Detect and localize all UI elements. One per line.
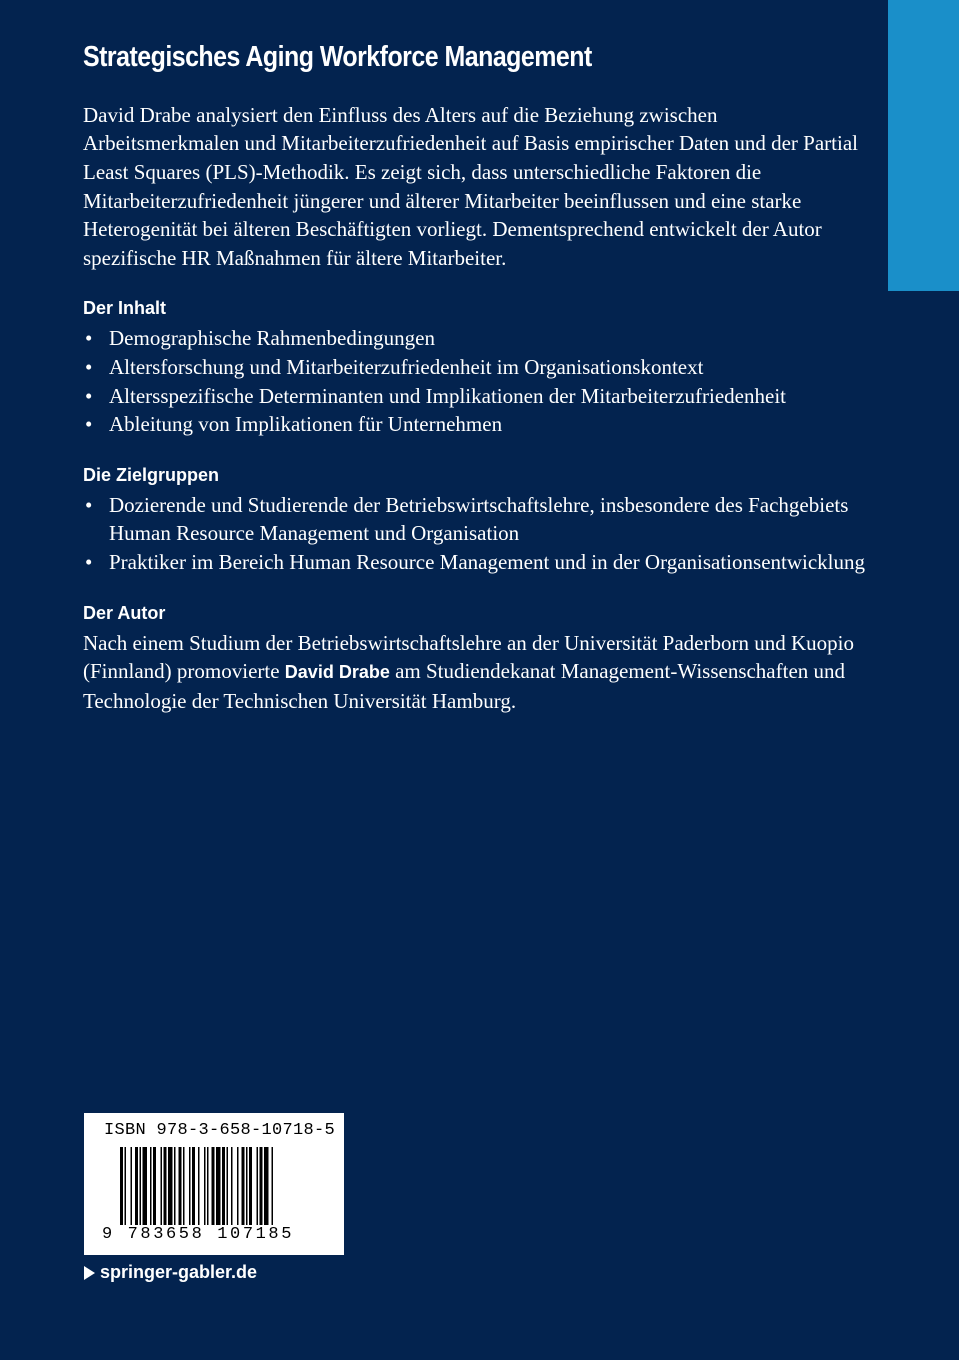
barcode-bar bbox=[143, 1147, 148, 1225]
barcode-bar bbox=[140, 1147, 142, 1225]
barcode-bar bbox=[212, 1147, 215, 1225]
barcode-bar bbox=[131, 1147, 133, 1225]
intro-paragraph: David Drabe analysiert den Einfluss des Alters auf die Beziehung zwischen Arbeitsmerkmalen und Mitarbeiterzufriedenheit auf Basis empirischer Daten und der Partial Least Squares (PLS)-Methodik. Es zeigt sich, dass unterschiedliche Faktoren die Mitarbeiterzufriedenheit jüngerer und älterer Mitarbeiter beeinflussen und eine starke Heterogenität bei älteren Beschäftigten vorliegt. Dementsprechend entwickelt der Autor spezifische HR Maßnahmen für ältere Mitarbeiter. bbox=[83, 102, 858, 270]
bullet-icon: • bbox=[85, 354, 93, 379]
author-paragraph: Nach einem Studium der Betriebswirtschaftslehre an der Universität Paderborn und Kuopio (Finnland) promovierte David Drabe am Studiendekanat Management-Wissenschaften und Technologie der Technischen Universität Hamburg. bbox=[83, 630, 854, 713]
bullet-icon: • bbox=[85, 383, 93, 408]
barcode-bar bbox=[249, 1147, 252, 1225]
author-heading: Der Autor bbox=[83, 602, 166, 623]
barcode-bar bbox=[189, 1147, 191, 1225]
barcode-bar bbox=[168, 1147, 173, 1225]
list-item: • Dozierende und Studierende der Betriebswirtschaftslehre, insbesondere des Fachgebiets Human Resource Management und Organisation bbox=[85, 492, 849, 546]
list-item: • Altersspezifische Determinanten und Implikationen der Mitarbeiterzufriedenheit bbox=[83, 382, 873, 411]
barcode-bar bbox=[257, 1147, 259, 1225]
barcode-bar bbox=[179, 1147, 182, 1225]
list-item: • Praktiker im Bereich Human Resource Management und in der Organisationsentwicklung bbox=[83, 548, 873, 577]
book-title: Strategisches Aging Workforce Management bbox=[83, 41, 592, 73]
bullet-icon: • bbox=[85, 549, 93, 574]
barcode-bar bbox=[153, 1147, 156, 1225]
bullet-icon: • bbox=[85, 412, 93, 437]
barcode-bar bbox=[164, 1147, 167, 1225]
back-cover-content bbox=[83, 40, 873, 715]
barcode-bar bbox=[161, 1147, 163, 1225]
publisher-website[interactable] bbox=[84, 1262, 257, 1283]
barcode-bar bbox=[216, 1147, 221, 1225]
author-name: David Drabe bbox=[284, 662, 390, 683]
barcode-bar bbox=[125, 1147, 127, 1225]
bullet-icon: • bbox=[85, 492, 93, 517]
barcode-bar bbox=[242, 1147, 245, 1225]
barcode-bar bbox=[192, 1147, 195, 1225]
isbn-barcode bbox=[84, 1113, 344, 1255]
barcode-icon bbox=[120, 1147, 316, 1225]
list-item: • Ableitung von Implikationen für Unternehmen bbox=[83, 410, 873, 439]
arrow-right-icon bbox=[84, 1266, 95, 1280]
barcode-bar bbox=[204, 1147, 206, 1225]
contents-heading: Der Inhalt bbox=[83, 298, 167, 319]
accent-bar bbox=[888, 0, 959, 291]
barcode-bar bbox=[227, 1147, 229, 1225]
barcode-bar bbox=[231, 1147, 233, 1225]
barcode-bar bbox=[237, 1147, 239, 1225]
barcode-bar bbox=[120, 1147, 123, 1225]
website-link[interactable]: springer-gabler.de bbox=[100, 1262, 258, 1282]
barcode-bar bbox=[207, 1147, 209, 1225]
audience-heading: Die Zielgruppen bbox=[83, 464, 220, 485]
barcode-bar bbox=[150, 1147, 152, 1225]
barcode-bar bbox=[260, 1147, 263, 1225]
barcode-bar bbox=[272, 1147, 274, 1225]
contents-list bbox=[83, 324, 873, 438]
list-item: • Altersforschung und Mitarbeiterzufriedenheit im Organisationskontext bbox=[83, 353, 873, 382]
barcode-bar bbox=[222, 1147, 225, 1225]
barcode-bar bbox=[264, 1147, 269, 1225]
barcode-bar bbox=[198, 1147, 200, 1225]
audience-list bbox=[83, 491, 873, 577]
isbn-label: ISBN 978-3-658-10718-5 bbox=[104, 1121, 336, 1140]
barcode-bar bbox=[183, 1147, 185, 1225]
barcode-bar bbox=[135, 1147, 138, 1225]
barcode-bar bbox=[246, 1147, 248, 1225]
list-item: • Demographische Rahmenbedingungen bbox=[83, 324, 873, 353]
barcode-digits: 9 783658 107185 bbox=[102, 1225, 295, 1244]
bullet-icon: • bbox=[85, 326, 93, 351]
barcode-bar bbox=[174, 1147, 176, 1225]
